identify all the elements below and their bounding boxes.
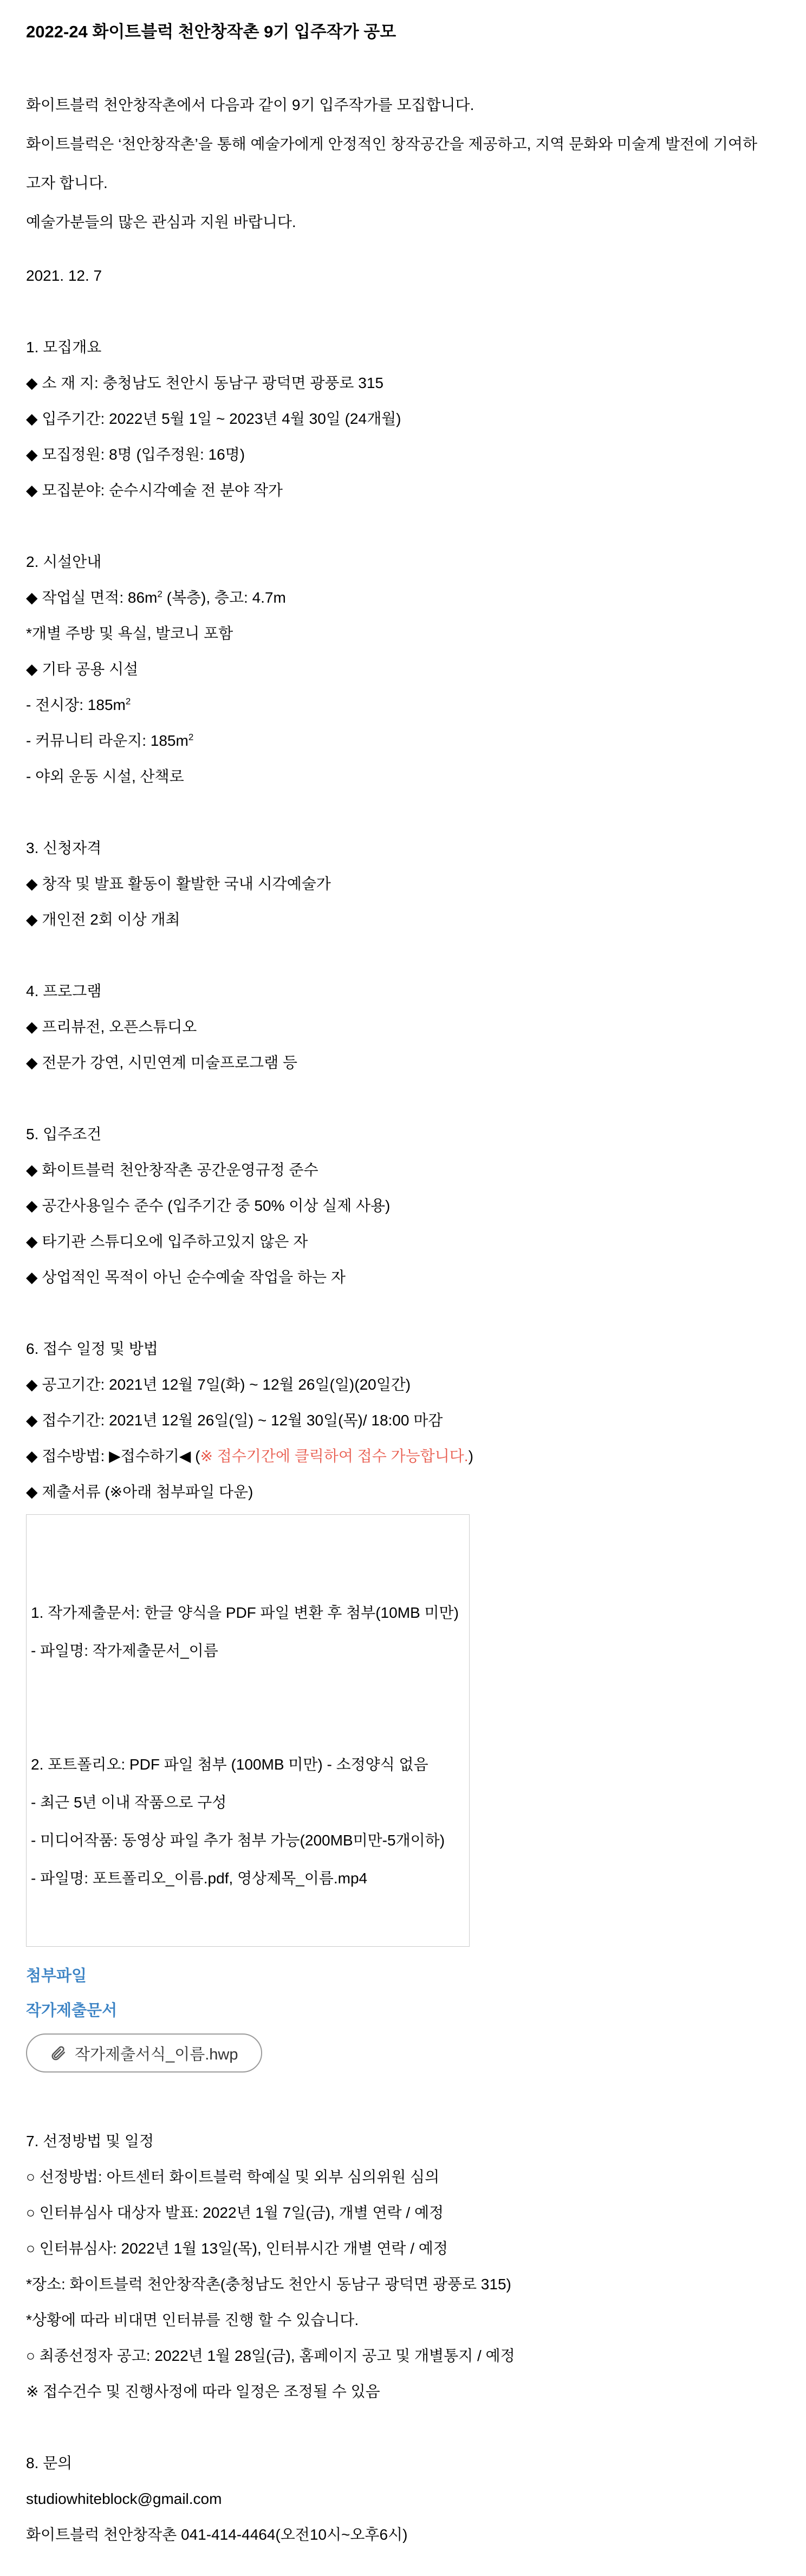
section-heading: 3. 신청자격 [26, 840, 102, 856]
bullet-line: ○ 인터뷰심사: 2022년 1월 13일(목), 인터뷰시간 개별 연락 / 예정 [26, 2240, 448, 2257]
bullet-line: ◆ 개인전 2회 이상 개최 [26, 911, 180, 928]
bullet-line [26, 687, 780, 723]
box-line: - 파일명: 포트폴리오_이름.pdf, 영상제목_이름.mp4 [31, 1870, 368, 1887]
text-span: (복층), 층고: 4.7m [162, 589, 286, 606]
text-span: - 커뮤니티 라운지: 185m [26, 732, 188, 749]
bullet-line: ◆ 기타 공용 시설 [26, 661, 139, 677]
bullet-line: ◆ 창작 및 발표 활동이 활발한 국내 시각예술가 [26, 875, 331, 892]
spacer [26, 50, 780, 86]
text-span: - 전시장: 185m [26, 696, 126, 713]
text-span: ) [468, 1448, 473, 1464]
section-recruitment-overview [26, 330, 780, 508]
page-title: 2022-24 화이트블럭 천안창작촌 9기 입주작가 공모 [26, 22, 396, 41]
bullet-line: - 야외 운동 시설, 산책로 [26, 768, 184, 785]
bullet-line: ◆ 입주기간: 2022년 5월 1일 ~ 2023년 4월 30일 (24개월) [26, 410, 401, 427]
text-span: ( [191, 1448, 200, 1464]
section-heading: 2. 시설안내 [26, 553, 102, 570]
section-heading: 7. 선정방법 및 일정 [26, 2133, 154, 2149]
section-heading: 5. 입주조건 [26, 1126, 102, 1142]
section-facilities [26, 544, 780, 795]
bullet-line: ※ 접수건수 및 진행사정에 따라 일정은 조정될 수 있음 [26, 2383, 380, 2400]
bullet-line: ◆ 화이트블럭 천안창작촌 공간운영규정 준수 [26, 1161, 318, 1178]
text-span: ◆ 작업실 면적: 86m [26, 589, 158, 606]
box-line: - 최근 5년 이내 작품으로 구성 [31, 1794, 227, 1811]
bullet-line: ◆ 상업적인 목적이 아닌 순수예술 작업을 하는 자 [26, 1269, 346, 1286]
sections-after-box [26, 2123, 780, 2553]
bullet-line: ◆ 소 재 지: 충청남도 천안시 동남구 광덕면 광풍로 315 [26, 375, 384, 391]
section-heading: 1. 모집개요 [26, 339, 102, 356]
attachments-heading: 첨부파일 [26, 1967, 87, 1985]
intro-line: 화이트블럭 천안창작촌에서 다음과 같이 9기 입주작가를 모집합니다. [26, 96, 474, 113]
bullet-line: ◆ 모집정원: 8명 (입주정원: 16명) [26, 446, 245, 463]
box-line: 1. 작가제출문서: 한글 양식을 PDF 파일 변환 후 첨부(10MB 미만) [31, 1604, 459, 1621]
section-application-schedule [26, 1331, 780, 1510]
bullet-line: *개별 주방 및 욕실, 발코니 포함 [26, 625, 233, 642]
bullet-line: *장소: 화이트블럭 천안창작촌(충청남도 천안시 동남구 광덕면 광풍로 315) [26, 2276, 511, 2293]
intro-paragraphs [26, 86, 780, 242]
bullet-line: ◆ 공간사용일수 준수 (입주기간 중 50% 이상 실제 사용) [26, 1197, 391, 1214]
bullet-line: ◆ 접수기간: 2021년 12월 26일(일) ~ 12월 30일(목)/ 18:00 마감 [26, 1412, 443, 1429]
section-programs [26, 973, 780, 1081]
blank-line [31, 1708, 465, 1746]
bullet-line: ◆ 공고기간: 2021년 12월 7일(화) ~ 12월 26일(일)(20일간) [26, 1376, 411, 1393]
bullet-line: ○ 선정방법: 아트센터 화이트블럭 학예실 및 외부 심의위원 심의 [26, 2168, 440, 2185]
submission-requirements-box [26, 1514, 470, 1947]
sections-before-box [26, 330, 780, 1510]
section-eligibility [26, 830, 780, 938]
bullet-line [26, 723, 780, 759]
bullet-line: ○ 인터뷰심사 대상자 발표: 2022년 1월 7일(금), 개별 연락 / 예정 [26, 2204, 444, 2221]
posting-date: 2021. 12. 7 [26, 267, 102, 284]
bullet-line: ◆ 타기관 스튜디오에 입주하고있지 않은 자 [26, 1233, 308, 1250]
blank-line [31, 1556, 465, 1594]
text-span: ※ 접수기간에 클릭하여 접수 가능합니다. [200, 1448, 469, 1464]
attachment-file-name: 작가제출서식_이름.hwp [75, 2045, 238, 2063]
section-heading: 6. 접수 일정 및 방법 [26, 1340, 158, 1357]
superscript: 2 [188, 732, 194, 743]
attachment-file-button[interactable] [26, 2033, 262, 2073]
box-line: 2. 포트폴리오: PDF 파일 첨부 (100MB 미만) - 소정양식 없음 [31, 1756, 428, 1773]
bullet-line: ◆ 프리뷰전, 오픈스튜디오 [26, 1018, 197, 1035]
paperclip-icon [50, 2045, 66, 2061]
bullet-line [26, 1438, 780, 1474]
bullet-line: studiowhiteblock@gmail.com [26, 2490, 222, 2507]
intro-line: 고자 합니다. [26, 175, 108, 191]
bullet-line: ◆ 전문가 강연, 시민연계 미술프로그램 등 [26, 1054, 297, 1071]
blank-line [31, 1518, 465, 1556]
superscript: 2 [157, 589, 162, 599]
superscript: 2 [125, 696, 131, 707]
section-inquiry [26, 2445, 780, 2553]
section-heading: 8. 문의 [26, 2455, 73, 2471]
section-selection-method [26, 2123, 780, 2410]
intro-line: 예술가분들의 많은 관심과 지원 바랍니다. [26, 214, 296, 230]
bullet-line: ◆ 제출서류 (※아래 첨부파일 다운) [26, 1483, 253, 1500]
bullet-line: *상황에 따라 비대면 인터뷰를 진행 할 수 있습니다. [26, 2312, 359, 2328]
intro-line: 화이트블럭은 ‘천안창작촌’을 통해 예술가에게 안정적인 창작공간을 제공하고, 지역 문화와 미술계 발전에 기여하 [26, 135, 758, 152]
attachment-doc-link[interactable]: 작가제출문서 [26, 2002, 118, 2019]
section-residency-conditions [26, 1116, 780, 1295]
text-span: ◆ 접수방법: [26, 1448, 109, 1464]
bullet-line [26, 580, 780, 616]
bullet-line: 화이트블럭 천안창작촌 041-414-4464(오전10시~오후6시) [26, 2526, 408, 2543]
bullet-line: ○ 최종선정자 공고: 2022년 1월 28일(금), 홈페이지 공고 및 개별통지 / 예정 [26, 2347, 515, 2364]
bullet-line: ◆ 모집분야: 순수시각예술 전 분야 작가 [26, 482, 283, 499]
box-line: - 파일명: 작가제출문서_이름 [31, 1642, 218, 1659]
box-line: - 미디어작품: 동영상 파일 추가 첨부 가능(200MB미만-5개이하) [31, 1832, 445, 1849]
apply-link[interactable]: ▶접수하기◀ [109, 1448, 191, 1464]
section-heading: 4. 프로그램 [26, 983, 102, 999]
blank-line [31, 1670, 465, 1708]
